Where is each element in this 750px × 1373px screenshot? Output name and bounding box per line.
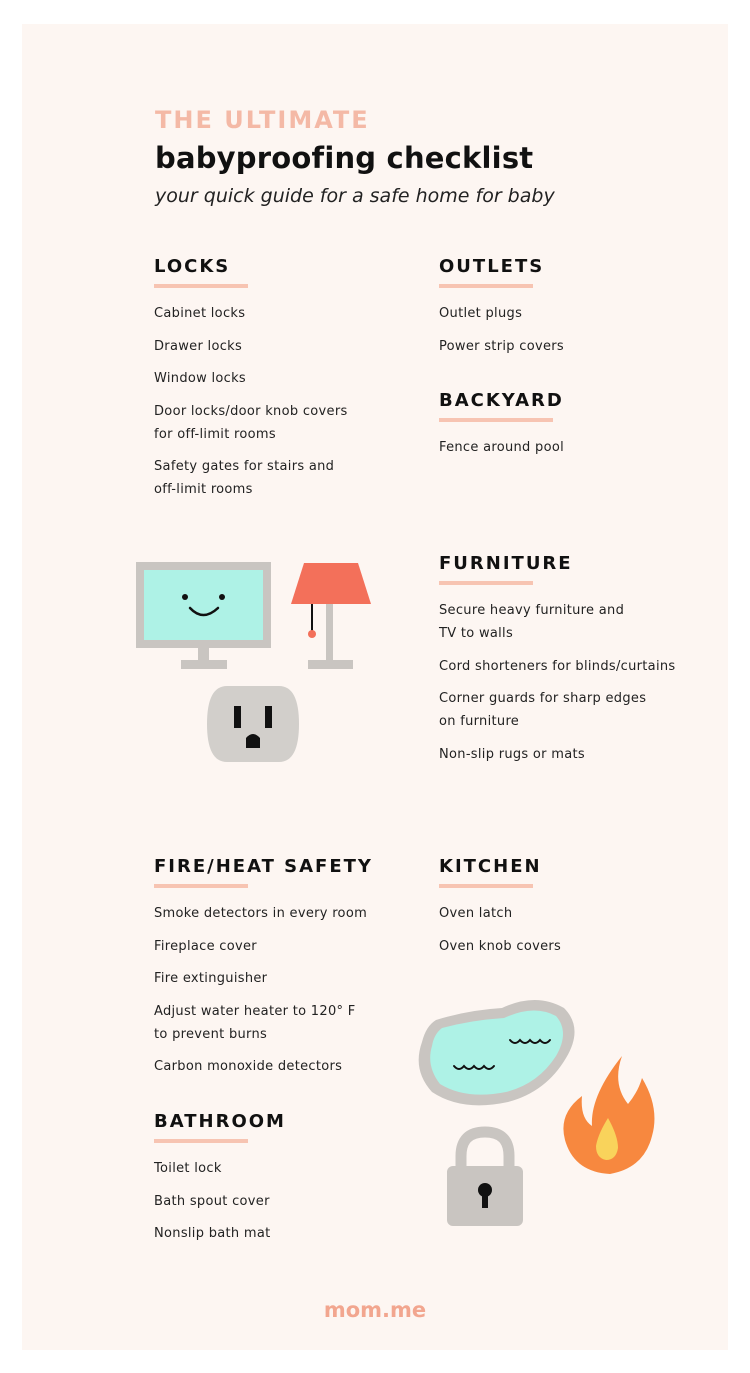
checklist-item: Fireplace cover bbox=[154, 938, 257, 954]
section-rule bbox=[154, 884, 248, 888]
checklist bbox=[154, 1157, 286, 1245]
section-backyard bbox=[439, 390, 564, 469]
page-title: babyproofing checklist bbox=[155, 141, 534, 175]
section-rule bbox=[439, 284, 533, 288]
checklist-item: Corner guards for sharp edges on furniture bbox=[439, 691, 647, 729]
section-rule bbox=[439, 418, 553, 422]
checklist bbox=[439, 436, 564, 459]
fire-icon bbox=[562, 1056, 656, 1174]
checklist-item: Secure heavy furniture and TV to walls bbox=[439, 603, 625, 641]
padlock-icon bbox=[447, 1130, 523, 1226]
checklist-item: Adjust water heater to 120° F to prevent burns bbox=[154, 1003, 356, 1042]
checklist bbox=[439, 599, 675, 766]
section-title: FURNITURE bbox=[439, 553, 573, 574]
section-title: FIRE/HEAT SAFETY bbox=[154, 856, 373, 877]
checklist-item: Oven knob covers bbox=[439, 938, 562, 954]
section-title: KITCHEN bbox=[439, 856, 542, 877]
outlet-icon bbox=[207, 686, 299, 762]
section-fire-heat-safety bbox=[154, 856, 373, 1088]
checklist-item: Fence around pool bbox=[439, 440, 564, 455]
checklist-item: Bath spout cover bbox=[154, 1193, 270, 1209]
tv-icon bbox=[136, 562, 272, 672]
section-title: LOCKS bbox=[154, 256, 231, 277]
section-furniture bbox=[439, 553, 675, 775]
header-kicker: THE ULTIMATE bbox=[155, 106, 370, 134]
checklist-item: Fire extinguisher bbox=[154, 971, 268, 986]
brand-logo: mom.me bbox=[323, 1298, 427, 1322]
checklist bbox=[439, 302, 564, 358]
checklist-item: Outlet plugs bbox=[439, 306, 523, 321]
checklist-item: Window locks bbox=[154, 371, 247, 386]
checklist bbox=[439, 902, 561, 958]
checklist-item: Nonslip bath mat bbox=[154, 1226, 271, 1241]
lamp-icon bbox=[291, 563, 373, 671]
checklist-item: Smoke detectors in every room bbox=[154, 906, 368, 921]
page-subtitle: your quick guide for a safe home for baby bbox=[155, 185, 555, 207]
checklist-item: Safety gates for stairs and off-limit rooms bbox=[154, 459, 335, 497]
section-locks bbox=[154, 256, 348, 511]
section-title: OUTLETS bbox=[439, 256, 545, 277]
section-kitchen bbox=[439, 856, 561, 967]
checklist-item: Drawer locks bbox=[154, 338, 243, 354]
section-rule bbox=[154, 1139, 248, 1143]
checklist-item: Oven latch bbox=[439, 906, 513, 921]
section-rule bbox=[439, 581, 533, 585]
checklist-item: Toilet lock bbox=[154, 1161, 222, 1176]
section-title: BACKYARD bbox=[439, 390, 564, 411]
checklist bbox=[154, 302, 348, 501]
section-outlets bbox=[439, 256, 564, 367]
checklist-item: Carbon monoxide detectors bbox=[154, 1059, 343, 1074]
checklist-item: Power strip covers bbox=[439, 338, 564, 354]
section-rule bbox=[154, 284, 248, 288]
checklist-item: Cabinet locks bbox=[154, 306, 246, 321]
checklist-item: Door locks/door knob covers for off-limit rooms bbox=[154, 403, 348, 442]
checklist bbox=[154, 902, 373, 1078]
section-rule bbox=[439, 884, 533, 888]
checklist-item: Cord shorteners for blinds/curtains bbox=[439, 658, 676, 674]
section-title: BATHROOM bbox=[154, 1111, 286, 1132]
pool-icon bbox=[418, 996, 578, 1108]
checklist-item: Non-slip rugs or mats bbox=[439, 746, 585, 762]
section-bathroom bbox=[154, 1111, 286, 1255]
